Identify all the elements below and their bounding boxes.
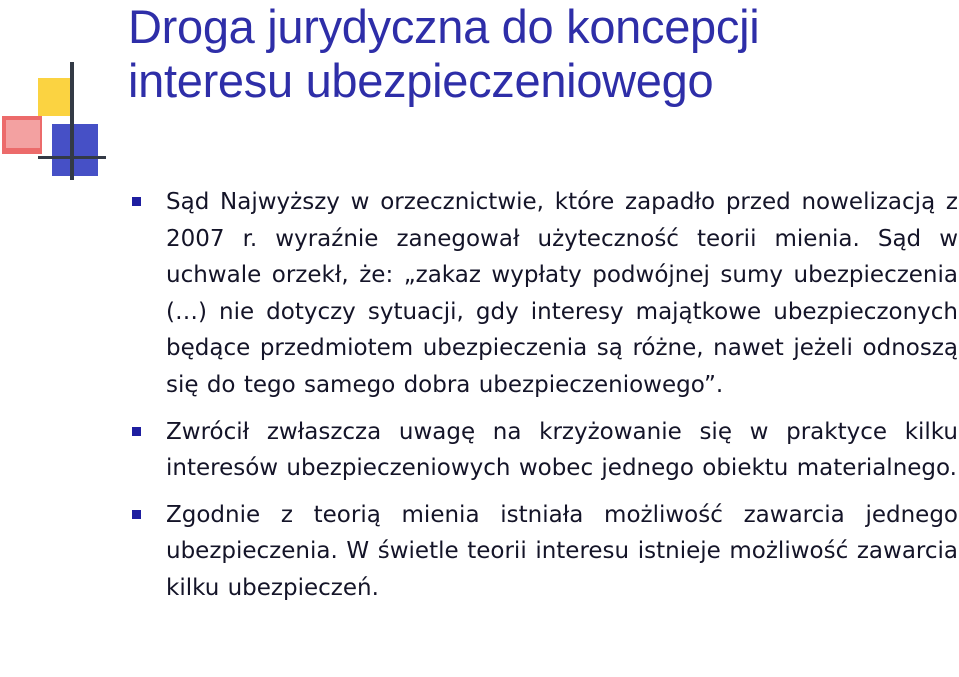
logo-blue-square [52, 124, 98, 176]
logo-horizontal-line [38, 156, 106, 159]
logo-pink-square [6, 120, 40, 148]
slide-title-line-1: Droga jurydyczna do koncepcji [128, 0, 760, 53]
slide-title [128, 0, 956, 108]
decorative-logo-icon [0, 62, 110, 180]
logo-vertical-line [70, 62, 74, 180]
bullet-item [132, 497, 958, 607]
bullet-list [132, 184, 958, 617]
bullet-text: Zgodnie z teorią mienia istniała możliwość zawarcia jednego ubezpieczenia. W świetle teorii interesu istnieje możliwość zawarcia kilku ubezpieczeń. [166, 501, 958, 601]
square-bullet-icon [132, 510, 141, 519]
slide-title-line-2: interesu ubezpieczeniowego [128, 54, 714, 107]
bullet-text: Zwrócił zwłaszcza uwagę na krzyżowanie się w praktyce kilku interesów ubezpieczeniowych wobec jednego obiektu materialnego. [166, 418, 958, 482]
bullet-item [132, 414, 958, 487]
bullet-item [132, 184, 958, 404]
square-bullet-icon [132, 427, 141, 436]
bullet-text: Sąd Najwyższy w orzecznictwie, które zapadło przed nowelizacją z 2007 r. wyraźnie zanegował użyteczność teorii mienia. Sąd w uchwale orzekł, że: „zakaz wypłaty podwójnej sumy ubezpieczenia (…) nie dotyczy sytuacji, gdy interesy majątkowe ubezpieczonych będące przedmiotem ubezpieczenia są różne, nawet jeżeli odnoszą się do tego samego dobra ubezpieczeniowego”. [166, 189, 958, 398]
logo-yellow-square [38, 78, 74, 116]
square-bullet-icon [132, 197, 141, 206]
